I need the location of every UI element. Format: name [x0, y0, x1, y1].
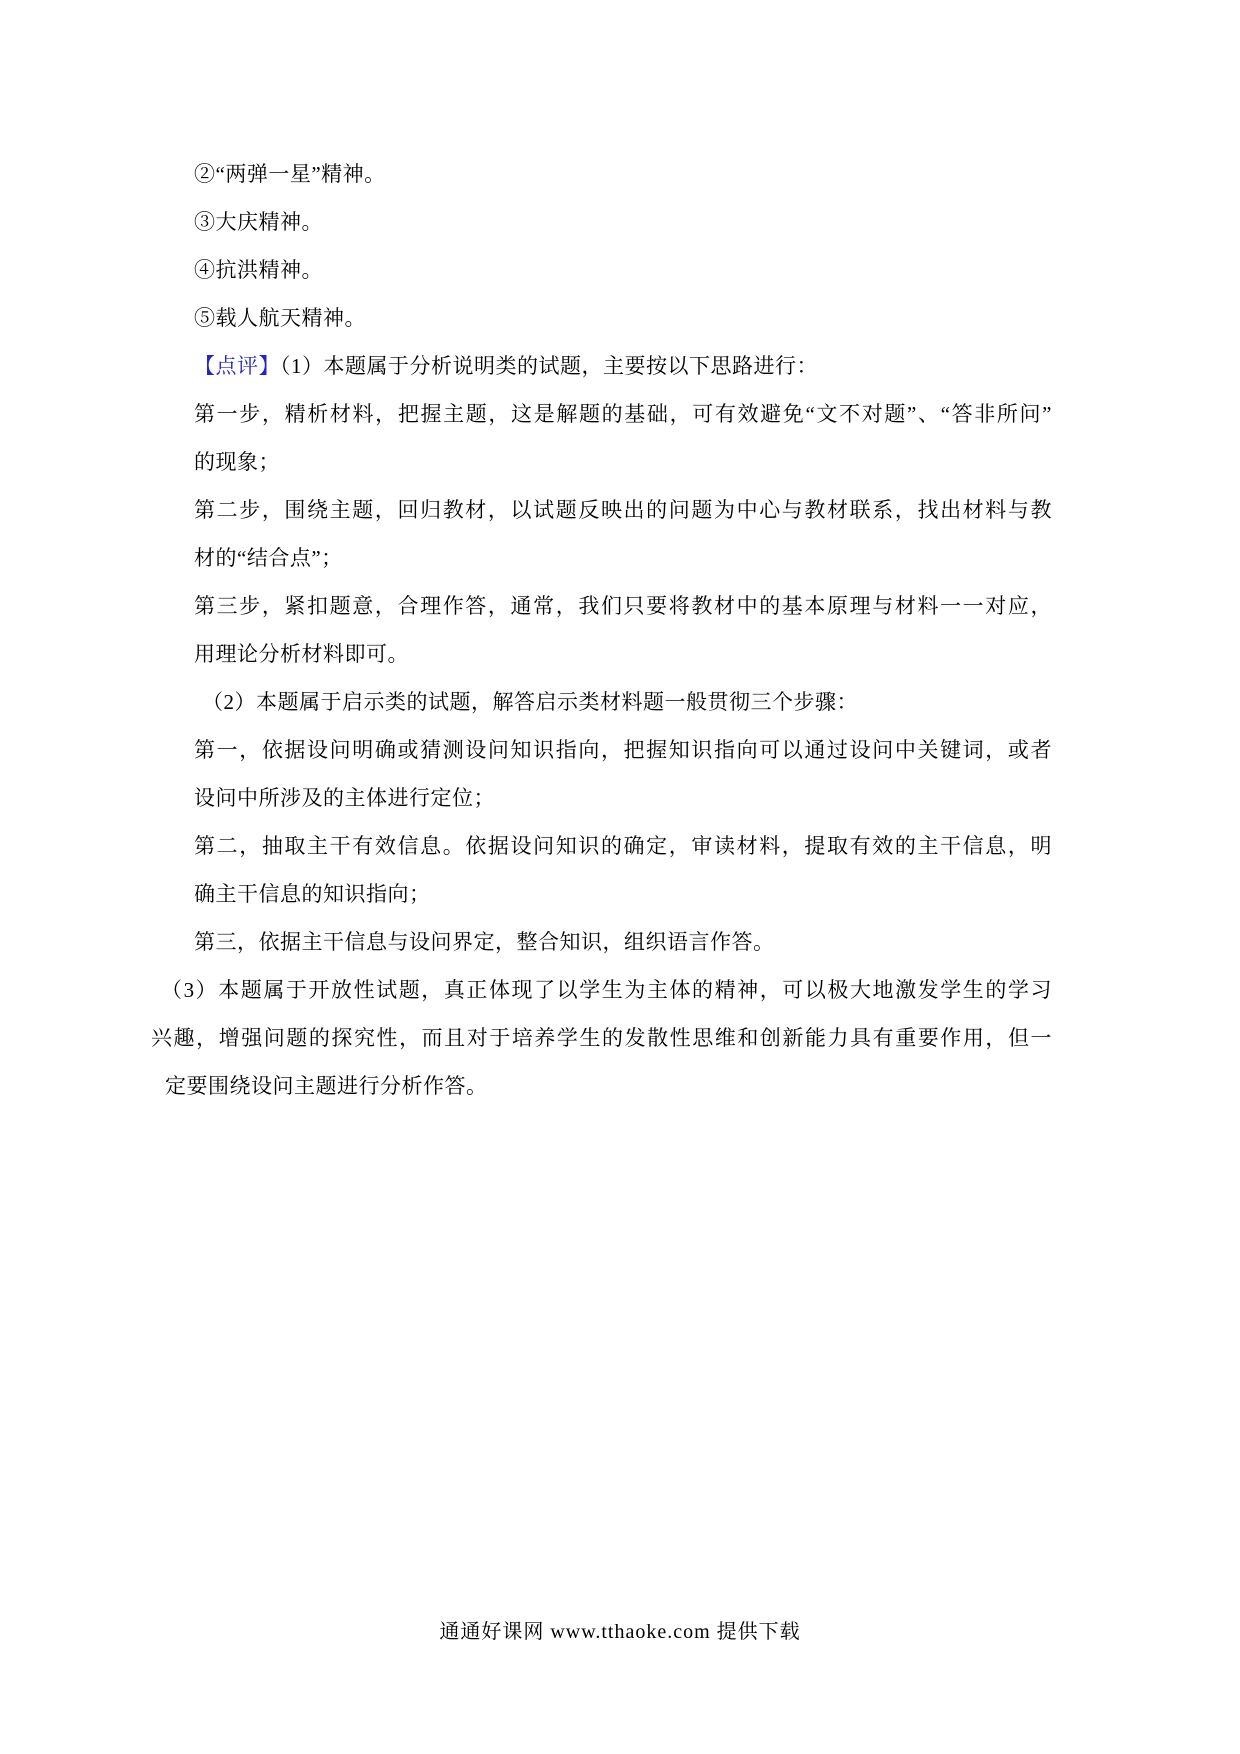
text-line: 第一步，精析材料，把握主题，这是解题的基础，可有效避免“文不对题”、“答非所问” — [194, 402, 1052, 426]
text-line: 兴趣，增强问题的探究性，而且对于培养学生的发散性思维和创新能力具有重要作用，但一 — [151, 1026, 1052, 1050]
document-body — [151, 150, 1052, 1110]
text-line: 第三步，紧扣题意，合理作答，通常，我们只要将教材中的基本原理与材料一一对应， — [194, 594, 1052, 618]
text-line: 设问中所涉及的主体进行定位； — [194, 786, 495, 810]
text-line: （3）本题属于开放性试题，真正体现了以学生为主体的精神，可以极大地激发学生的学习 — [161, 978, 1052, 1002]
comment-label: 【点评】 — [194, 354, 280, 378]
text-line: 用理论分析材料即可。 — [194, 642, 409, 666]
text-line: ②“两弹一星”精神。 — [194, 162, 386, 186]
text-line: 确主干信息的知识指向； — [194, 882, 431, 906]
text-line: 第一，依据设问明确或猜测设问知识指向，把握知识指向可以通过设问中关键词，或者 — [194, 738, 1052, 762]
text-line: ⑤载人航天精神。 — [194, 306, 366, 330]
text-line: ③大庆精神。 — [194, 210, 323, 234]
text-line: 的现象； — [194, 450, 280, 474]
text-line: 材的“结合点”； — [194, 546, 343, 570]
footer-text: 通通好课网 www.tthaoke.com 提供下载 — [439, 1621, 801, 1643]
text-line: 定要围绕设问主题进行分析作答。 — [165, 1074, 488, 1098]
text-line: 第三，依据主干信息与设问界定，整合知识，组织语言作答。 — [194, 930, 775, 954]
text-line: 第二，抽取主干有效信息。依据设问知识的确定，审读材料，提取有效的主干信息，明 — [194, 834, 1052, 858]
text-line: （2）本题属于启示类的试题，解答启示类材料题一般贯彻三个步骤： — [202, 690, 858, 714]
text-line: 第二步，围绕主题，回归教材，以试题反映出的问题为中心与教材联系，找出材料与教 — [194, 498, 1052, 522]
text-line: 【点评】（1）本题属于分析说明类的试题，主要按以下思路进行： — [194, 354, 818, 378]
text-line: ④抗洪精神。 — [194, 258, 323, 282]
